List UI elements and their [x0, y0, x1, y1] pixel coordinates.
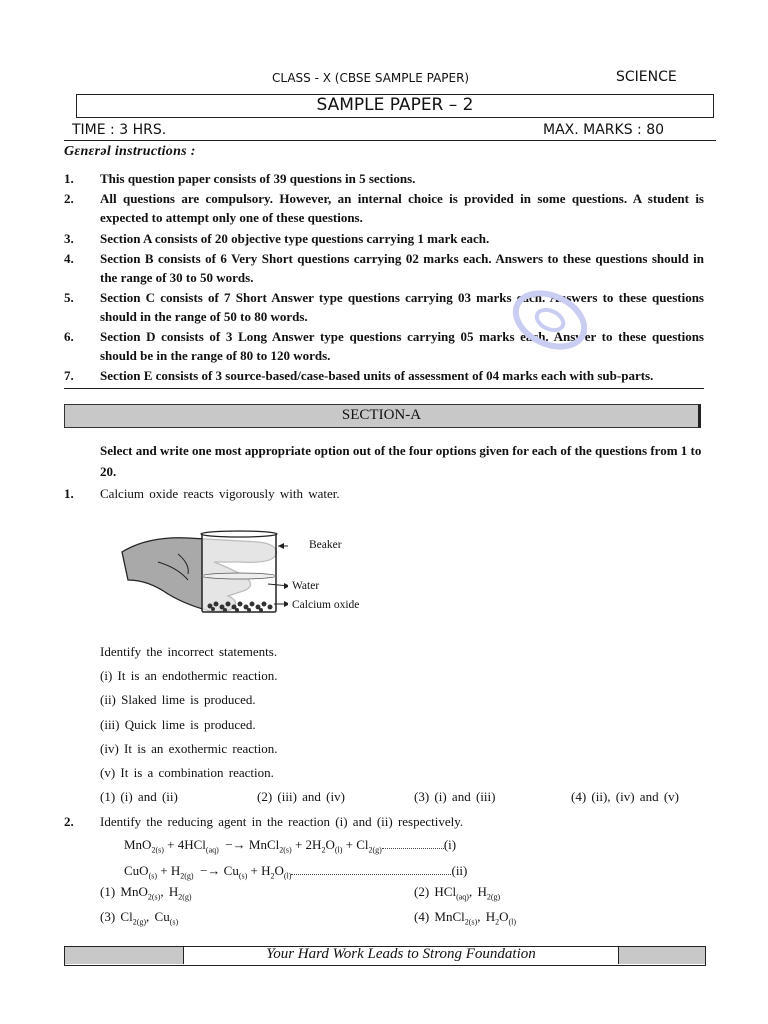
question-text: Calcium oxide reacts vigorously with water.	[100, 486, 340, 501]
section-a-instructions: Select and write one most appropriate option out of the four options given for each of the questions from 1 to 20.	[100, 443, 702, 479]
instruction-item	[64, 229, 704, 248]
footer-right-cell	[618, 947, 705, 964]
statement-item: (iii) Quick lime is produced.	[100, 717, 256, 732]
option-1[interactable]: (1) (i) and (ii)	[100, 789, 178, 804]
option-1[interactable]: (1) MnO$_{2(s)}$, $H_{2(g)}$	[100, 884, 192, 902]
instruction-number: 7.	[64, 368, 74, 383]
instruction-text: Section C consists of 7 Short Answer type questions carrying 03 marks each. Answers to these questions should in the range of 50 to 80 words.	[100, 290, 704, 324]
question-text: Identify the reducing agent in the reaction (i) and (ii) respectively.	[100, 814, 464, 829]
question-number: 1.	[64, 486, 74, 501]
footer-tagline: Your Hard Work Leads to Strong Foundation	[266, 946, 536, 962]
figure-label-beaker: Beaker	[309, 539, 342, 551]
water-surface	[202, 573, 276, 579]
option-2[interactable]: (2) (iii) and (iv)	[257, 789, 345, 804]
instruction-item	[64, 366, 704, 385]
instruction-item	[64, 327, 704, 365]
option-label: (4)	[414, 909, 430, 924]
calcium-oxide-arrow-icon	[284, 601, 288, 607]
statement-item: (i) It is an endothermic reaction.	[100, 668, 278, 683]
max-marks-label: MAX. MARKS : 80	[543, 122, 665, 138]
option-3[interactable]: (3) (i) and (iii)	[414, 789, 496, 804]
class-line: CLASS - X (CBSE SAMPLE PAPER)	[272, 71, 470, 85]
reaction-label: (ii)	[451, 863, 468, 878]
instruction-text: Section B consists of 6 Very Short questions carrying 02 marks each. Answers to these questions should in the range of 30 to 50 words.	[100, 251, 704, 285]
watermark-logo-icon	[508, 288, 592, 352]
instruction-text: This question paper consists of 39 questions in 5 sections.	[100, 171, 416, 186]
figure-label-calcium-oxide: Calcium oxide	[292, 599, 360, 611]
header-divider	[64, 140, 716, 141]
instruction-item	[64, 288, 704, 326]
instruction-number: 6.	[64, 329, 74, 344]
question-prompt: Identify the incorrect statements.	[100, 644, 278, 659]
option-label: (2)	[414, 884, 430, 899]
paper-title: SAMPLE PAPER – 2	[76, 94, 714, 118]
water-arrow-icon	[284, 583, 288, 589]
option-4[interactable]: (4) MnCl$_{2(s)}$, $H_2O_{(l)}$	[414, 909, 517, 927]
statement-item: (v) It is a combination reaction.	[100, 765, 274, 780]
instruction-text: All questions are compulsory. However, an internal choice is provided in some questions. A student is expected to attempt only one of these questions.	[100, 191, 704, 225]
instruction-text: Section D consists of 3 Long Answer type questions carrying 05 marks each. Answer to these questions should be in the range of 80 to 120 words.	[100, 329, 704, 363]
general-instructions-title: Gɛnɛrəl instructions :	[64, 144, 196, 159]
footer-bar	[64, 946, 706, 966]
instruction-number: 4.	[64, 251, 74, 266]
reaction-equation-2: $CuO_{(s)} + H_{2(g)} -\to Cu_{(s)} + H_2O_{(l)}$ (ii)	[124, 863, 468, 881]
figure-label-water: Water	[292, 580, 320, 592]
beaker-arrow-icon	[278, 543, 284, 549]
option-4[interactable]: (4) (ii), (iv) and (v)	[571, 789, 679, 804]
option-3[interactable]: (3) $Cl_{2(g)}$, $Cu_{(s)}$	[100, 909, 179, 927]
statement-item: (ii) Slaked lime is produced.	[100, 692, 256, 707]
instruction-item	[64, 189, 704, 227]
question-number: 2.	[64, 814, 74, 829]
instruction-item	[64, 169, 704, 188]
instruction-item	[64, 249, 704, 287]
option-2[interactable]: (2) HCl$_{(aq)}$, $H_{2(g)}$	[414, 884, 501, 902]
option-label: (3)	[100, 909, 116, 924]
instructions-divider	[64, 388, 704, 389]
statement-item: (iv) It is an exothermic reaction.	[100, 741, 278, 756]
instruction-number: 1.	[64, 171, 74, 186]
instruction-number: 5.	[64, 290, 74, 305]
reaction-equation-1: MnO$_{2(s)}$ + 4HCl$_{(aq)}$ −→ MnCl$_{2(s)}$ + $2H_2O_{(l)} + Cl_{2(g)}$ (i)	[124, 837, 457, 855]
beaker-illustration	[118, 524, 288, 620]
option-label: (1)	[100, 884, 116, 899]
subject-label: SCIENCE	[616, 69, 677, 85]
footer-left-cell	[65, 947, 184, 964]
reaction-label: (i)	[443, 837, 457, 852]
instruction-number: 2.	[64, 191, 74, 206]
instruction-text: Section E consists of 3 source-based/case-based units of assessment of 04 marks each with sub-parts.	[100, 368, 654, 383]
time-label: TIME : 3 HRS.	[72, 122, 167, 138]
instruction-number: 3.	[64, 231, 74, 246]
section-a-heading: SECTION-A	[64, 404, 701, 428]
instruction-text: Section A consists of 20 objective type questions carrying 1 mark each.	[100, 231, 490, 246]
